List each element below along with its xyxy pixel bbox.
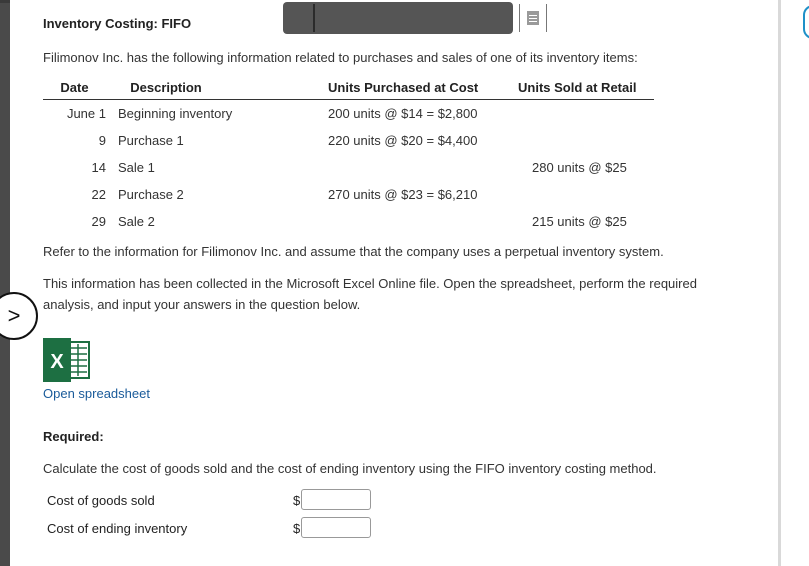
cell-sold [518,208,654,235]
cell-purchased: 200 units @ $14 = $2,800 [328,106,478,121]
table-header-row [43,76,654,100]
page-right-edge [778,0,781,566]
ending-inventory-input[interactable] [301,517,371,538]
refer-text: Refer to the information for Filimonov Inc. and assume that the company uses a perpetual inventory system. [43,244,664,259]
cell-date: June 1 [66,106,106,121]
excel-icon[interactable] [43,338,91,382]
cell-description: Purchase 2 [118,187,184,202]
toolbar-divider [313,4,315,32]
ending-inventory-label: Cost of ending inventory [47,521,188,536]
table-row [43,208,654,235]
ending-inventory-currency: $ [293,521,301,536]
cell-sold-text: 280 units @ $25 [532,160,627,175]
cell-purchased: 220 units @ $20 = $4,400 [328,133,478,148]
cogs-input[interactable] [301,489,371,510]
cell-sold [518,127,654,154]
col-description-label: Description [130,80,202,95]
table-row [43,154,654,181]
required-heading: Required: [43,429,104,444]
cogs-currency: $ [293,493,301,508]
document-button[interactable] [519,4,547,32]
cell-purchased [328,154,518,181]
right-gutter [778,0,809,566]
open-spreadsheet-link[interactable]: Open spreadsheet [43,386,150,401]
cell-description: Purchase 1 [118,133,184,148]
table-row [43,100,654,128]
document-icon [527,11,539,25]
chevron-right-icon: > [7,303,21,328]
cell-sold [518,154,654,181]
cell-sold-text: 215 units @ $25 [532,214,627,229]
table-row [43,181,654,208]
cell-sold [518,100,654,128]
cogs-label: Cost of goods sold [47,493,155,508]
cell-purchased: 270 units @ $23 = $6,210 [328,187,478,202]
top-toolbar[interactable] [283,2,513,34]
cell-description: Sale 1 [118,160,155,175]
corner-widget[interactable] [803,5,809,39]
cell-date: 9 [98,133,106,148]
inventory-table [43,76,654,235]
cell-description: Sale 2 [118,214,155,229]
col-date: Date [43,76,106,100]
cell-date: 22 [91,187,106,202]
cell-date: 29 [91,214,106,229]
cell-sold [518,181,654,208]
page-title: Inventory Costing: FIFO [43,16,192,31]
col-description [106,76,328,100]
excel-icon-letter: X [50,351,64,373]
collected-text: This information has been collected in the Microsoft Excel Online file. Open the spreadsheet, perform the required analysis, and input your answers in the question below. [43,276,697,312]
col-units-purchased: Units Purchased at Cost [328,76,518,100]
intro-text: Filimonov Inc. has the following information related to purchases and sales of one of its inventory items: [43,50,638,65]
cell-purchased [328,208,518,235]
table-row [43,127,654,154]
calc-instructions: Calculate the cost of goods sold and the cost of ending inventory using the FIFO inventory costing method. [43,461,657,476]
cell-date: 14 [91,160,106,175]
col-units-sold: Units Sold at Retail [518,76,654,100]
cell-description: Beginning inventory [118,106,233,121]
